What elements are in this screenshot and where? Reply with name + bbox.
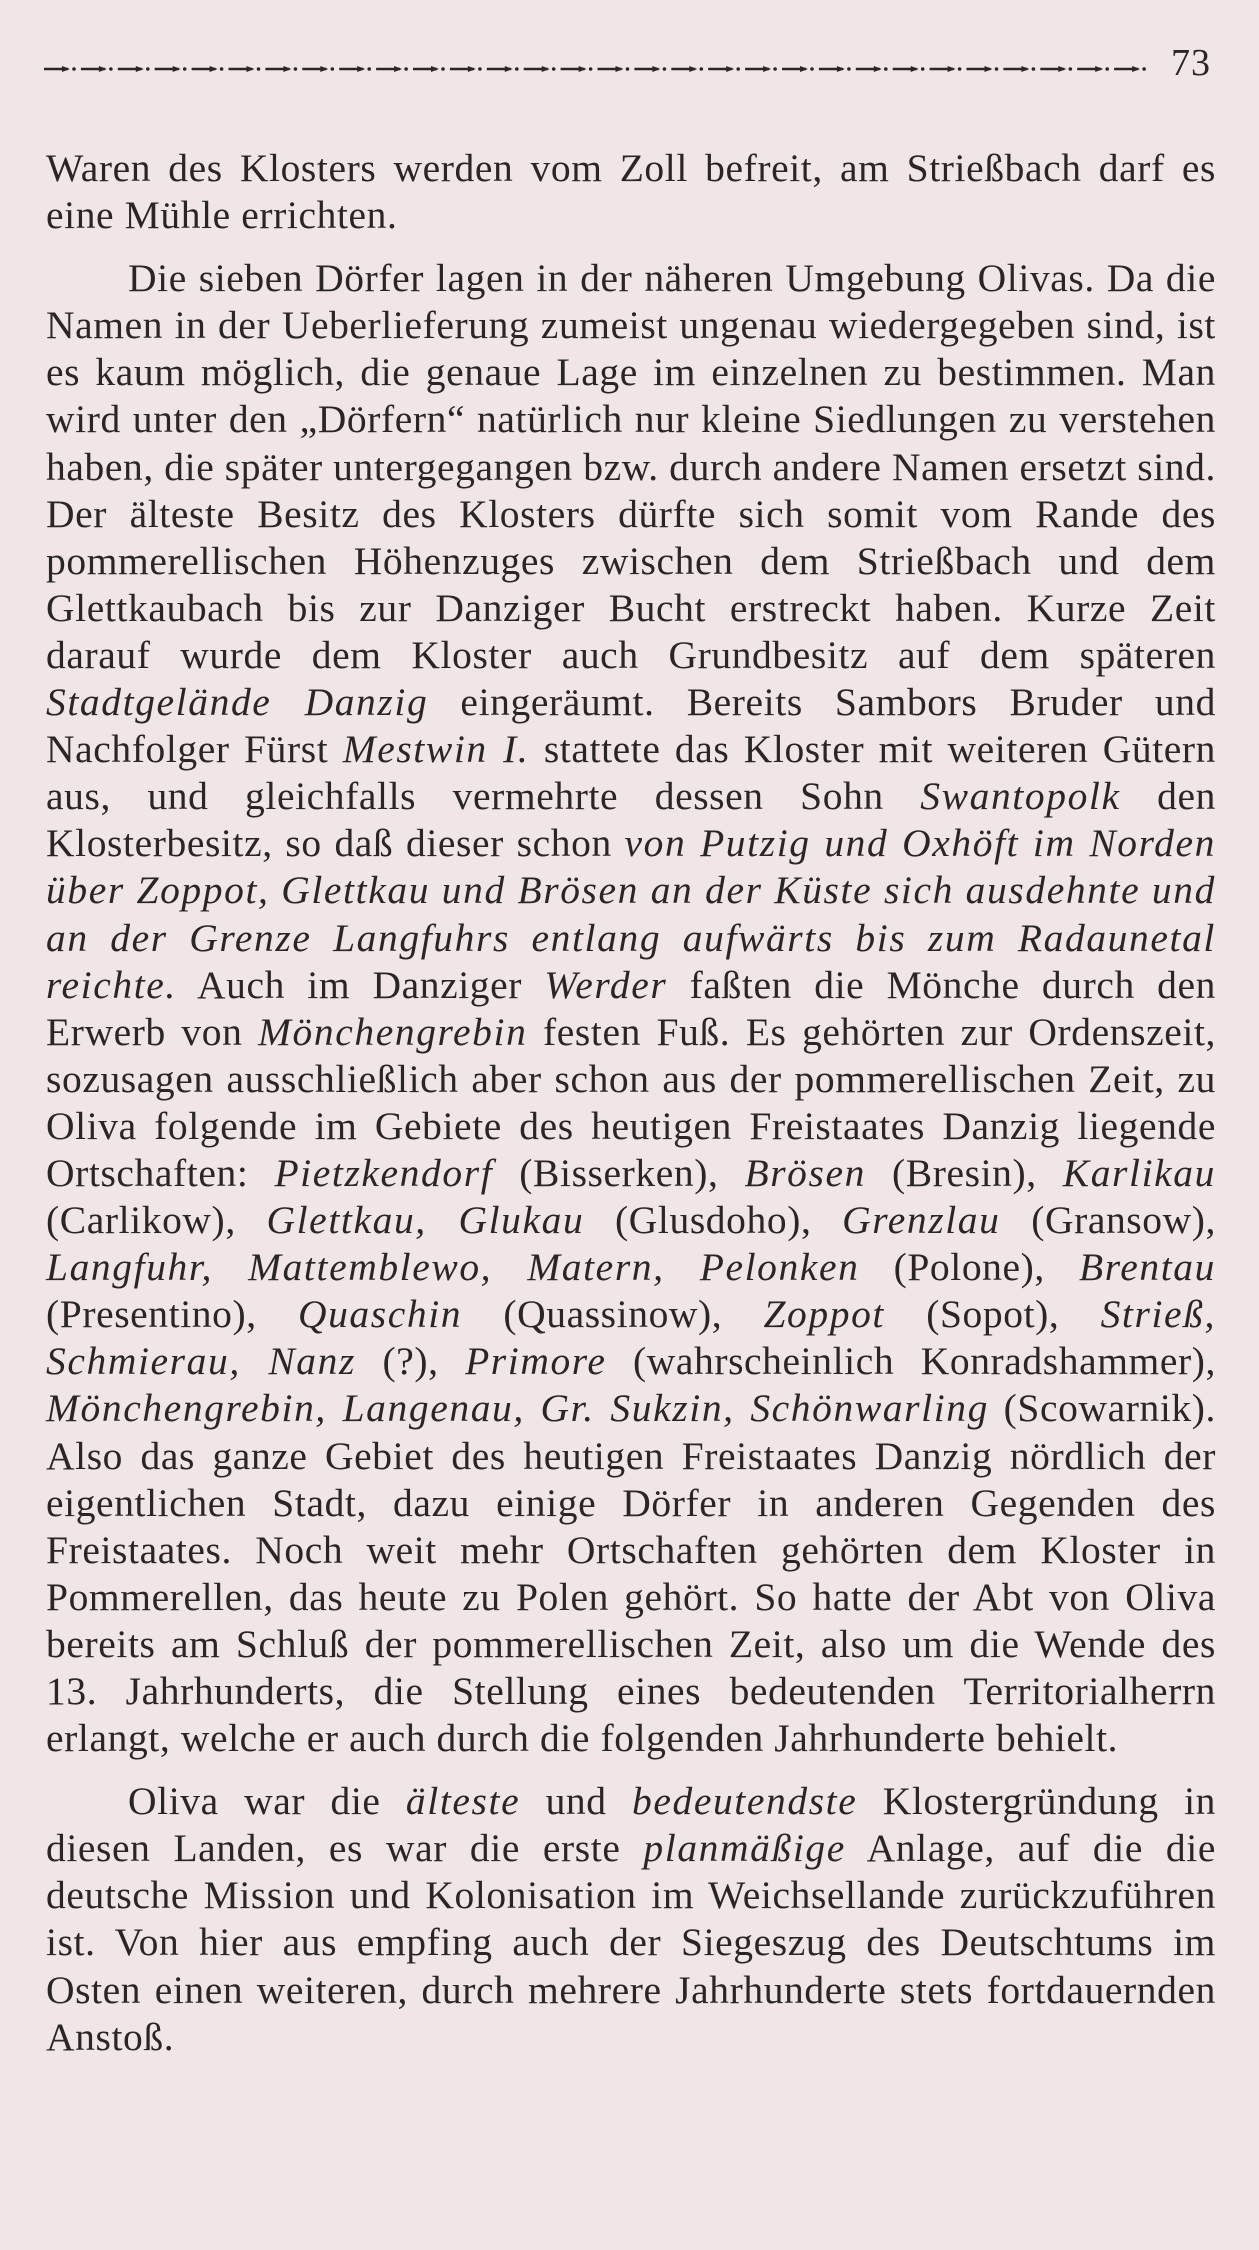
rule-arrow <box>62 66 70 72</box>
italic-text: Mönchengrebin <box>258 1009 528 1054</box>
italic-text: Mönchengrebin, Langenau, Gr. Sukzin, Schönwarling <box>46 1386 989 1431</box>
italic-text: Zoppot <box>763 1292 886 1337</box>
italic-text: Strieß, Schmierau, Nanz <box>46 1292 1217 1384</box>
text-run: Waren des Klosters werden vom Zoll befreit, am Strießbach darf es eine Mühle errichten. <box>46 146 1216 238</box>
italic-text: Mestwin I. <box>342 727 530 772</box>
text-run: (Carlikow), <box>46 1198 267 1243</box>
rule-dot <box>847 67 851 71</box>
rule-arrow <box>1132 66 1140 72</box>
text-run: (?), <box>355 1339 466 1384</box>
italic-text: Brentau <box>1078 1245 1216 1290</box>
rule-dot <box>331 67 335 71</box>
italic-text: Swantopolk <box>920 774 1121 819</box>
rule-arrow <box>431 66 439 72</box>
italic-text: Pietzkendorf <box>274 1150 494 1195</box>
italic-text: Werder <box>544 962 668 1007</box>
rule-arrow <box>726 66 734 72</box>
rule-dot <box>552 67 556 71</box>
rule-arrow <box>911 66 919 72</box>
rule-arrow <box>505 66 513 72</box>
rule-arrow <box>689 66 697 72</box>
text-run: (Bisserken), <box>493 1150 745 1195</box>
italic-text: Brösen <box>744 1150 866 1195</box>
text-run: Die sieben Dörfer lagen in der näheren Umgebung Olivas. Da die Namen in der Ueberlieferung zumeist ungenau wiedergegeben sind, ist es kaum möglich, die genaue Lage im einzelnen zu bestimmen. Man wird unter den „Dörfern“ natürlich nur kleine Siedlungen zu verstehen haben, die später untergegangen bzw. durch andere Namen ersetzt sind. Der älteste Besitz des Klosters dürfte sich somit vom Rande des pommerellischen Höhenzuges zwischen dem Strießbach und dem Glettkaubach bis zur Danziger Bucht erstreckt haben. Kurze Zeit darauf wurde dem Kloster auch Grundbesitz auf dem späteren <box>46 256 1216 677</box>
text-run: (Bresin), <box>866 1150 1063 1195</box>
rule-dot <box>589 67 593 71</box>
rule-dot <box>257 67 261 71</box>
rule-arrow <box>948 66 956 72</box>
rule-dot <box>626 67 630 71</box>
italic-text: Quaschin <box>297 1292 463 1337</box>
italic-text: Glettkau, Glukau <box>266 1198 585 1243</box>
rule-dot <box>1069 67 1073 71</box>
rule-dot <box>294 67 298 71</box>
rule-dot <box>478 67 482 71</box>
rule-arrow <box>283 66 291 72</box>
rule-arrow <box>763 66 771 72</box>
rule-arrow <box>652 66 660 72</box>
rule-dot <box>700 67 704 71</box>
text-run: (Sopot), <box>885 1292 1101 1337</box>
rule-dot <box>515 67 519 71</box>
rule-dot <box>663 67 667 71</box>
italic-text: älteste <box>405 1779 521 1824</box>
text-run: (Gransow), <box>1000 1198 1216 1243</box>
rule-arrow <box>542 66 550 72</box>
italic-text: Stadtgelände Danzig <box>46 680 429 725</box>
text-run: (Scowarnik). Also das ganze Gebiet des heutigen Freistaates Danzig nördlich der eigentlichen Stadt, dazu einige Dörfer in anderen Gegenden des Freistaates. Noch weit mehr Ortschaften gehörten dem Kloster in Pommerellen, das heute zu Polen gehört. So hatte der Abt von Oliva bereits am Schluß der pommerellischen Zeit, also um die Wende des 13. Jahrhunderts, die Stellung eines bedeutenden Territorialherrn erlangt, welche er auch durch die folgenden Jahrhunderte behielt. <box>46 1386 1216 1761</box>
text-run: festen Fuß. Es gehörten zur Ordenszeit, sozusagen ausschließlich aber schon aus der pommerellischen Zeit, zu Oliva folgende im Gebiete des heutigen Freistaates Danzig liegende Ortschaften: <box>46 1009 1217 1195</box>
paragraph <box>46 1778 1216 2061</box>
text-run: Auch im Danziger <box>176 962 545 1007</box>
text-run: Oliva war die <box>128 1779 406 1824</box>
italic-text: von Putzig und Oxhöft im Norden über Zoppot, Glettkau und Brösen an der Küste sich ausdehnte und an der Grenze Langfuhrs entlang aufwärts bis zum Radaunetal reichte. <box>46 821 1216 1007</box>
italic-text: Grenzlau <box>842 1198 1001 1243</box>
rule-arrow <box>579 66 587 72</box>
rule-arrow <box>837 66 845 72</box>
rule-dot <box>183 67 187 71</box>
rule-arrow <box>800 66 808 72</box>
rule-dot <box>958 67 962 71</box>
rule-dot <box>72 67 76 71</box>
rule-arrow <box>1058 66 1066 72</box>
rule-arrow <box>1021 66 1029 72</box>
rule-dot <box>773 67 777 71</box>
paragraph <box>46 255 1216 1762</box>
rule-dot <box>1105 67 1109 71</box>
rule-arrow <box>357 66 365 72</box>
rule-arrow <box>210 66 218 72</box>
body-text <box>46 145 1216 2061</box>
rule-dot <box>367 67 371 71</box>
rule-arrow <box>320 66 328 72</box>
rule-dot <box>884 67 888 71</box>
rule-dot <box>810 67 814 71</box>
text-run: (Glusdoho), <box>584 1198 843 1243</box>
rule-dot <box>220 67 224 71</box>
rule-arrow <box>99 66 107 72</box>
text-run: faßten die Mönche durch den Erwerb von <box>46 962 1216 1054</box>
italic-text: planmäßige <box>643 1826 846 1871</box>
rule-dot <box>995 67 999 71</box>
decorative-header-rule <box>42 62 1152 76</box>
rule-arrow <box>173 66 181 72</box>
rule-arrow <box>136 66 144 72</box>
text-run: stattete das Kloster mit weiteren Gütern aus, und gleichfalls vermehrte dessen Sohn <box>46 727 1217 819</box>
rule-arrow <box>468 66 476 72</box>
rule-arrow <box>874 66 882 72</box>
rule-dot <box>921 67 925 71</box>
text-run: (Presentino), <box>46 1292 298 1337</box>
text-run: eingeräumt. Bereits Sambors Bruder und Nachfolger Fürst <box>46 680 1216 772</box>
page-number: 73 <box>1171 42 1211 84</box>
rule-dot <box>146 67 150 71</box>
rule-dot <box>109 67 113 71</box>
rule-dot <box>1142 67 1146 71</box>
rule-arrow <box>247 66 255 72</box>
text-run: (Quassinow), <box>462 1292 764 1337</box>
paragraph <box>46 145 1216 239</box>
italic-text: Langfuhr, Mattemblewo, Matern, Pelonken <box>46 1245 860 1290</box>
rule-arrow <box>985 66 993 72</box>
italic-text: Primore <box>465 1339 607 1384</box>
text-run: und <box>520 1779 632 1824</box>
rule-dot <box>1032 67 1036 71</box>
rule-arrow <box>394 66 402 72</box>
text-run: (Polone), <box>859 1245 1079 1290</box>
text-run: Klostergründung in diesen Landen, es war die erste <box>46 1779 1217 1871</box>
rule-arrow <box>1095 66 1103 72</box>
rule-dot <box>441 67 445 71</box>
rule-dot <box>736 67 740 71</box>
italic-text: Karlikau <box>1062 1150 1216 1195</box>
text-run: Anlage, auf die die deutsche Mission und Kolonisation im Weichsellande zurückzuführen ist. Von hier aus empfing auch der Siegeszug des Deutschtums im Osten einen weiteren, durch mehrere Jahrhunderte stets fortdauernden Anstoß. <box>46 1826 1216 2059</box>
text-run: den Klosterbesitz, so daß dieser schon <box>46 774 1216 866</box>
rule-dot <box>404 67 408 71</box>
text-run: (wahrscheinlich Konradshammer), <box>606 1339 1216 1384</box>
rule-arrow <box>616 66 624 72</box>
italic-text: bedeutendste <box>631 1779 858 1824</box>
